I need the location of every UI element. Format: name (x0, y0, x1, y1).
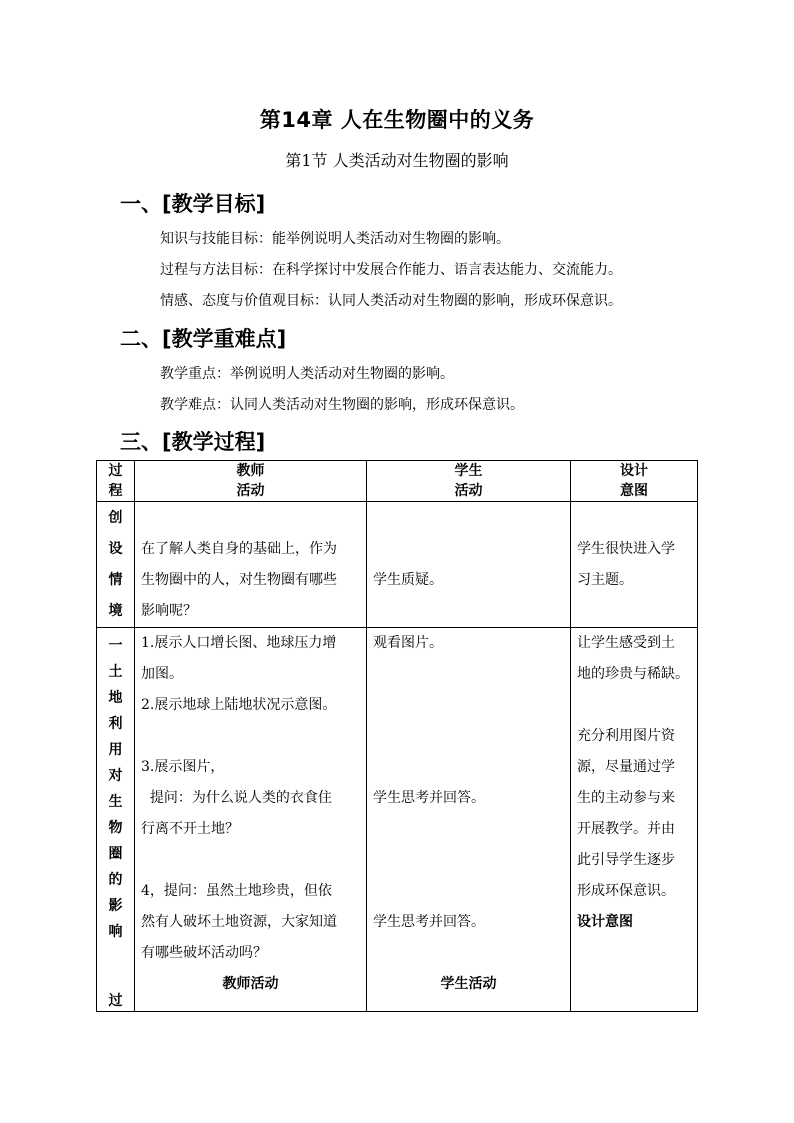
table-header-row (97, 461, 698, 502)
chapter-title: 第14章 人在生物圈中的义务 (259, 108, 535, 132)
intent-cell-scenario: 学生很快进入学 习主题。 (571, 502, 698, 628)
column-header-stage: 过 程 (97, 461, 135, 502)
process-heading: 三、[教学过程] (120, 430, 266, 454)
teacher-cell-scenario: 在了解人类自身的基础上，作为 生物圈中的人，对生物圈有哪些 影响呢？ (135, 502, 367, 628)
stage-cell-land-use: 一 土 地 利 用 对 生 物 圈 的 影 响 过 (97, 628, 135, 1012)
design-intent-label: 设计意图 (577, 914, 633, 930)
column-header-teacher: 教师 活动 (135, 461, 367, 502)
objective-knowledge: 知识与技能目标：能举例说明人类活动对生物圈的影响。 (160, 231, 510, 247)
column-header-student: 学生 活动 (367, 461, 571, 502)
objective-process: 过程与方法目标：在科学探讨中发展合作能力、语言表达能力、交流能力。 (160, 262, 622, 278)
student-cell-land-use: 观看图片。 学生思考并回答。 学生思考并回答。 学生活动 (367, 628, 571, 1012)
student-activity-label: 学生活动 (440, 976, 497, 992)
table-row (97, 502, 698, 628)
stage-cell-scenario: 创 设 情 境 (97, 502, 135, 628)
section-title: 第1节 人类活动对生物圈的影响 (285, 151, 509, 170)
table-row (97, 628, 698, 1012)
column-header-intent: 设计 意图 (571, 461, 698, 502)
teaching-process-table (96, 460, 698, 1012)
student-cell-scenario: 学生质疑。 (367, 502, 571, 628)
objectives-heading: 一、[教学目标] (120, 192, 266, 216)
key-point-difficulty: 教学难点：认同人类活动对生物圈的影响，形成环保意识。 (160, 397, 524, 413)
teacher-activity-label: 教师活动 (222, 976, 279, 992)
key-point-focus: 教学重点：举例说明人类活动对生物圈的影响。 (160, 366, 454, 382)
objective-attitude: 情感、态度与价值观目标：认同人类活动对生物圈的影响，形成环保意识。 (160, 293, 622, 309)
teacher-cell-land-use: 1.展示人口增长图、地球压力增 加图。 2.展示地球上陆地状况示意图。 3.展示图片， 提问：为什么说人类的衣食住 行离不开土地？ 4，提问：虽然土地珍贵，但依 然有人破坏土地资源，大家知道 有哪些破坏活动吗？ 教师活动 (135, 628, 367, 1012)
key-points-heading: 二、[教学重难点] (120, 327, 287, 351)
intent-cell-land-use: 让学生感受到土 地的珍贵与稀缺。 充分利用图片资 源，尽量通过学 生的主动参与来 开展教学。并由 此引导学生逐步 形成环保意识。 设计意图 (571, 628, 698, 1012)
stage-footer-char: 过 (108, 993, 123, 1009)
